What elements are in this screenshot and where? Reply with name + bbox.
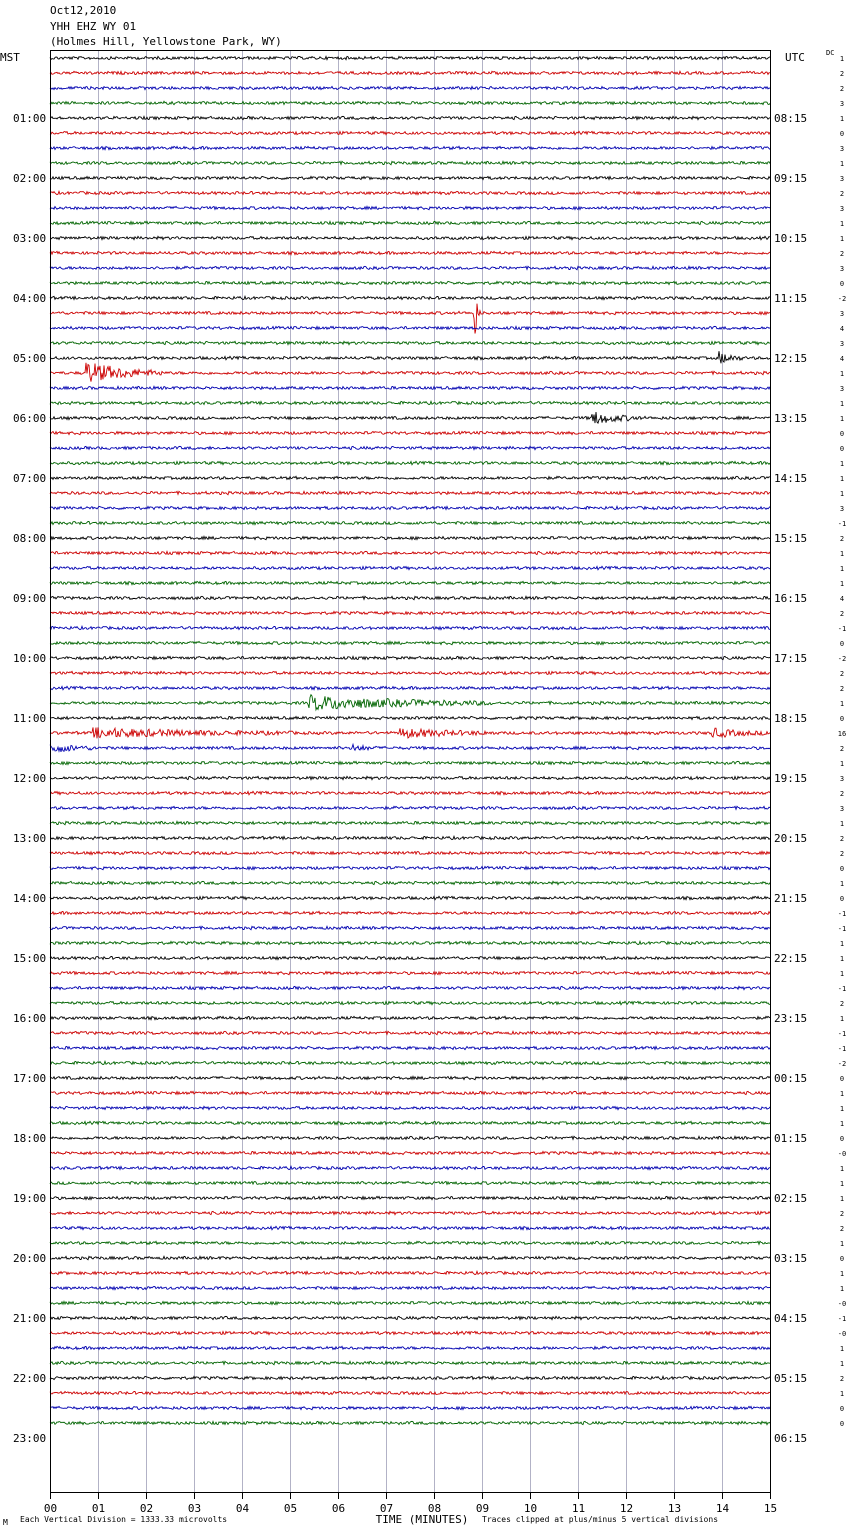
trace-row	[50, 506, 770, 509]
trace-row	[50, 476, 770, 479]
dc-offset-label: -1	[837, 520, 847, 528]
dc-offset-label: 2	[839, 835, 845, 843]
trace-row	[50, 341, 770, 344]
utc-hour-label: 01:15	[774, 1132, 808, 1145]
trace-row	[50, 1286, 770, 1289]
dc-offset-label: 0	[839, 1405, 845, 1413]
trace-row	[50, 671, 770, 674]
dc-offset-label: 4	[839, 355, 845, 363]
dc-offset-label: 2	[839, 85, 845, 93]
trace-row	[50, 806, 770, 809]
dc-offset-label: 2	[839, 250, 845, 258]
x-tick-label: 09	[475, 1502, 490, 1515]
trace-row	[50, 296, 770, 299]
x-tick-label: 05	[283, 1502, 298, 1515]
dc-offset-label: 2	[839, 1210, 845, 1218]
dc-offset-label: 1	[839, 1240, 845, 1248]
dc-offset-label: 1	[839, 490, 845, 498]
dc-offset-label: -0	[837, 1330, 847, 1338]
mst-hour-label: 10:00	[13, 652, 47, 665]
trace-row	[50, 1361, 770, 1364]
trace-row	[50, 551, 770, 554]
trace-row	[50, 686, 770, 689]
dc-offset-label: 1	[839, 970, 845, 978]
trace-row	[50, 412, 770, 423]
trace-row	[50, 566, 770, 569]
trace-row	[50, 581, 770, 584]
dc-offset-label: 1	[839, 1360, 845, 1368]
trace-row	[50, 911, 770, 914]
trace-row	[50, 1001, 770, 1004]
utc-hour-label: 18:15	[774, 712, 808, 725]
dc-offset-label: 1	[839, 460, 845, 468]
dc-offset-label: 1	[839, 55, 845, 63]
dc-offset-label: 2	[839, 1225, 845, 1233]
trace-row	[50, 1392, 770, 1395]
trace-row	[50, 971, 770, 974]
dc-offset-label: 1	[839, 115, 845, 123]
trace-row	[50, 896, 770, 899]
trace-row	[50, 363, 770, 382]
trace-row	[50, 221, 770, 224]
trace-row	[50, 131, 770, 134]
x-tick-label: 11	[571, 1502, 586, 1515]
x-tick-label: 15	[763, 1502, 778, 1515]
x-axis-title: TIME (MINUTES)	[375, 1513, 469, 1526]
dc-label: DC	[826, 49, 835, 57]
x-tick-label: 03	[187, 1502, 202, 1515]
dc-offset-label: 1	[839, 1180, 845, 1188]
x-tick-label: 07	[379, 1502, 394, 1515]
mst-hour-label: 02:00	[13, 172, 47, 185]
footer-mark: M	[3, 1518, 8, 1527]
mst-hour-label: 23:00	[13, 1432, 47, 1445]
dc-offset-label: 0	[839, 1420, 845, 1428]
mst-hour-label: 12:00	[13, 772, 47, 785]
trace-row	[50, 1226, 770, 1229]
trace-row	[50, 941, 770, 944]
dc-offset-label: 2	[839, 790, 845, 798]
trace-row	[50, 116, 770, 119]
mst-hour-label: 06:00	[13, 412, 47, 425]
dc-offset-label: 0	[839, 445, 845, 453]
dc-offset-label: 1	[839, 880, 845, 888]
utc-hour-label: 10:15	[774, 232, 808, 245]
dc-offset-label: 3	[839, 205, 845, 213]
trace-row	[50, 1316, 770, 1319]
utc-hour-label: 19:15	[774, 772, 808, 785]
trace-row	[50, 161, 770, 164]
dc-offset-label: 0	[839, 640, 845, 648]
dc-offset-label: 1	[839, 940, 845, 948]
utc-hour-label: 12:15	[774, 352, 808, 365]
trace-row	[50, 881, 770, 884]
dc-offset-label: 1	[839, 475, 845, 483]
utc-hour-label: 06:15	[774, 1432, 808, 1445]
dc-offset-label: -1	[837, 1030, 847, 1038]
trace-row	[50, 656, 770, 659]
utc-hour-label: 13:15	[774, 412, 808, 425]
dc-offset-label: 1	[839, 580, 845, 588]
dc-offset-label: 2	[839, 745, 845, 753]
mst-hour-label: 11:00	[13, 712, 47, 725]
trace-row	[50, 1196, 770, 1199]
scale-note: Each Vertical Division = 1333.33 microvolts	[20, 1515, 228, 1524]
dc-offset-label: 2	[839, 850, 845, 858]
mst-hour-label: 22:00	[13, 1372, 47, 1385]
mst-hour-label: 20:00	[13, 1252, 47, 1265]
dc-offset-label: 1	[839, 235, 845, 243]
dc-offset-label: 2	[839, 1375, 845, 1383]
x-tick-label: 00	[43, 1502, 58, 1515]
trace-row	[50, 1301, 770, 1304]
mst-hour-label: 16:00	[13, 1012, 47, 1025]
trace-row	[50, 821, 770, 824]
labels	[13, 55, 846, 1515]
dc-offset-label: -1	[837, 625, 847, 633]
trace-row	[50, 695, 770, 710]
dc-offset-label: 0	[839, 1255, 845, 1263]
trace-row	[50, 87, 770, 90]
trace-row	[50, 611, 770, 614]
dc-offset-label: 3	[839, 805, 845, 813]
utc-corner-label: UTC	[785, 51, 805, 64]
trace-row	[50, 1136, 770, 1139]
trace-row	[50, 281, 770, 284]
mst-hour-label: 08:00	[13, 532, 47, 545]
trace-row	[50, 1376, 770, 1379]
trace-row	[50, 1046, 770, 1049]
x-tick-label: 13	[667, 1502, 682, 1515]
trace-row	[50, 1256, 770, 1259]
trace-row	[50, 1271, 770, 1274]
trace-row	[50, 1166, 770, 1169]
dc-offset-label: 1	[839, 415, 845, 423]
mst-hour-label: 21:00	[13, 1312, 47, 1325]
dc-offset-label: -1	[837, 1315, 847, 1323]
dc-offset-label: 16	[837, 730, 847, 738]
dc-offset-label: 1	[839, 220, 845, 228]
trace-row	[50, 1211, 770, 1214]
dc-offset-label: 1	[839, 760, 845, 768]
dc-offset-label: 3	[839, 265, 845, 273]
dc-offset-label: 1	[839, 400, 845, 408]
dc-offset-label: 0	[839, 715, 845, 723]
trace-row	[50, 491, 770, 494]
trace-row	[50, 1181, 770, 1184]
x-tick-label: 08	[427, 1502, 442, 1515]
trace-row	[50, 744, 770, 752]
trace-row	[50, 191, 770, 194]
dc-offset-label: 2	[839, 535, 845, 543]
mst-hour-label: 07:00	[13, 472, 47, 485]
x-tick-label: 14	[715, 1502, 730, 1515]
trace-row	[50, 866, 770, 869]
x-tick-label: 02	[139, 1502, 154, 1515]
trace-row	[50, 986, 770, 989]
trace-row	[50, 56, 770, 59]
dc-offset-label: 0	[839, 430, 845, 438]
dc-offset-label: 3	[839, 310, 845, 318]
mst-hour-label: 17:00	[13, 1072, 47, 1085]
mst-hour-label: 19:00	[13, 1192, 47, 1205]
trace-row	[50, 236, 770, 239]
dc-offset-label: 1	[839, 700, 845, 708]
dc-offset-label: 3	[839, 100, 845, 108]
mst-hour-label: 18:00	[13, 1132, 47, 1145]
header-location: (Holmes Hill, Yellowstone Park, WY)	[50, 35, 282, 48]
utc-hour-label: 15:15	[774, 532, 808, 545]
utc-hour-label: 21:15	[774, 892, 808, 905]
dc-offset-label: 3	[839, 175, 845, 183]
dc-offset-label: 0	[839, 895, 845, 903]
dc-offset-label: 4	[839, 595, 845, 603]
trace-row	[50, 1076, 770, 1079]
trace-row	[50, 596, 770, 599]
dc-offset-label: 3	[839, 145, 845, 153]
dc-offset-label: 1	[839, 1270, 845, 1278]
mst-hour-label: 15:00	[13, 952, 47, 965]
dc-offset-label: 1	[839, 550, 845, 558]
trace-row	[50, 101, 770, 104]
utc-hour-label: 08:15	[774, 112, 808, 125]
mst-hour-label: 09:00	[13, 592, 47, 605]
trace-row	[50, 836, 770, 839]
dc-offset-label: 2	[839, 1000, 845, 1008]
trace-row	[50, 1406, 770, 1409]
utc-hour-label: 00:15	[774, 1072, 808, 1085]
dc-offset-label: 1	[839, 1090, 845, 1098]
trace-row	[50, 1091, 770, 1094]
mst-hour-label: 13:00	[13, 832, 47, 845]
mst-hour-label: 04:00	[13, 292, 47, 305]
dc-offset-label: 4	[839, 325, 845, 333]
utc-hour-label: 23:15	[774, 1012, 808, 1025]
dc-offset-label: 1	[839, 1345, 845, 1353]
trace-row	[50, 326, 770, 329]
dc-offset-label: 0	[839, 130, 845, 138]
dc-offset-label: 2	[839, 610, 845, 618]
utc-hour-label: 04:15	[774, 1312, 808, 1325]
trace-row	[50, 536, 770, 539]
mst-hour-label: 03:00	[13, 232, 47, 245]
clip-note: Traces clipped at plus/minus 5 vertical divisions	[482, 1515, 719, 1524]
trace-row	[50, 1241, 770, 1244]
dc-offset-label: -2	[837, 655, 847, 663]
trace-row	[50, 1346, 770, 1349]
trace-row	[50, 1421, 770, 1424]
trace-row	[50, 431, 770, 434]
dc-offset-label: 1	[839, 955, 845, 963]
x-tick-label: 12	[619, 1502, 634, 1515]
dc-offset-label: 0	[839, 280, 845, 288]
trace-row	[50, 71, 770, 74]
trace-row	[50, 206, 770, 209]
trace-row	[50, 351, 770, 363]
dc-offset-label: 2	[839, 685, 845, 693]
header-station: YHH EHZ WY 01	[50, 20, 137, 33]
trace-row	[50, 851, 770, 854]
trace-row	[50, 446, 770, 449]
dc-offset-label: -1	[837, 985, 847, 993]
x-tick-label: 10	[523, 1502, 538, 1515]
dc-offset-label: 3	[839, 340, 845, 348]
trace-row	[50, 727, 770, 738]
trace-row	[50, 1106, 770, 1109]
utc-hour-label: 11:15	[774, 292, 808, 305]
utc-hour-label: 22:15	[774, 952, 808, 965]
trace-row	[50, 266, 770, 269]
trace-row	[50, 386, 770, 389]
trace-row	[50, 776, 770, 779]
mst-hour-label: 05:00	[13, 352, 47, 365]
plot-frame	[51, 51, 771, 1493]
traces	[50, 56, 770, 1424]
trace-row	[50, 791, 770, 794]
dc-offset-label: -0	[837, 1150, 847, 1158]
utc-hour-label: 09:15	[774, 172, 808, 185]
utc-hour-label: 16:15	[774, 592, 808, 605]
dc-offset-label: 0	[839, 865, 845, 873]
dc-offset-label: 1	[839, 1195, 845, 1203]
utc-hour-label: 17:15	[774, 652, 808, 665]
header-date: Oct12,2010	[50, 4, 117, 17]
trace-row	[50, 641, 770, 644]
dc-offset-label: 2	[839, 670, 845, 678]
dc-offset-label: 1	[839, 1285, 845, 1293]
dc-offset-label: 3	[839, 385, 845, 393]
dc-offset-label: 3	[839, 505, 845, 513]
dc-offset-label: 1	[839, 565, 845, 573]
utc-hour-label: 02:15	[774, 1192, 808, 1205]
trace-row	[50, 401, 770, 404]
dc-offset-label: 0	[839, 1075, 845, 1083]
mst-hour-label: 01:00	[13, 112, 47, 125]
dc-offset-label: -2	[837, 295, 847, 303]
mst-hour-label: 14:00	[13, 892, 47, 905]
dc-offset-label: 1	[839, 1015, 845, 1023]
trace-row	[50, 461, 770, 464]
trace-row	[50, 761, 770, 764]
dc-offset-label: -1	[837, 925, 847, 933]
dc-offset-label: 3	[839, 775, 845, 783]
trace-row	[50, 716, 770, 719]
trace-row	[50, 304, 770, 334]
trace-row	[50, 251, 770, 254]
utc-hour-label: 03:15	[774, 1252, 808, 1265]
dc-offset-label: 1	[839, 160, 845, 168]
x-tick-label: 01	[91, 1502, 106, 1515]
dc-offset-label: 2	[839, 70, 845, 78]
utc-hour-label: 05:15	[774, 1372, 808, 1385]
utc-hour-label: 20:15	[774, 832, 808, 845]
trace-row	[50, 956, 770, 959]
trace-row	[50, 146, 770, 149]
x-tick-label: 04	[235, 1502, 250, 1515]
trace-row	[50, 1016, 770, 1019]
trace-row	[50, 626, 770, 629]
dc-offset-label: 1	[839, 1390, 845, 1398]
trace-row	[50, 1031, 770, 1034]
trace-row	[50, 1151, 770, 1154]
dc-offset-label: 2	[839, 190, 845, 198]
trace-row	[50, 521, 770, 524]
x-tick-label: 06	[331, 1502, 346, 1515]
dc-offset-label: 1	[839, 820, 845, 828]
utc-hour-label: 14:15	[774, 472, 808, 485]
mst-corner-label: MST	[0, 51, 20, 64]
dc-offset-label: 1	[839, 1120, 845, 1128]
dc-offset-label: 1	[839, 370, 845, 378]
trace-row	[50, 926, 770, 929]
dc-offset-label: -0	[837, 1300, 847, 1308]
trace-row	[50, 1061, 770, 1064]
dc-offset-label: 1	[839, 1165, 845, 1173]
dc-offset-label: -2	[837, 1060, 847, 1068]
dc-offset-label: 1	[839, 1105, 845, 1113]
dc-offset-label: 0	[839, 1135, 845, 1143]
trace-row	[50, 176, 770, 179]
dc-offset-label: -1	[837, 910, 847, 918]
trace-row	[50, 1331, 770, 1334]
dc-offset-label: -1	[837, 1045, 847, 1053]
trace-row	[50, 1121, 770, 1124]
